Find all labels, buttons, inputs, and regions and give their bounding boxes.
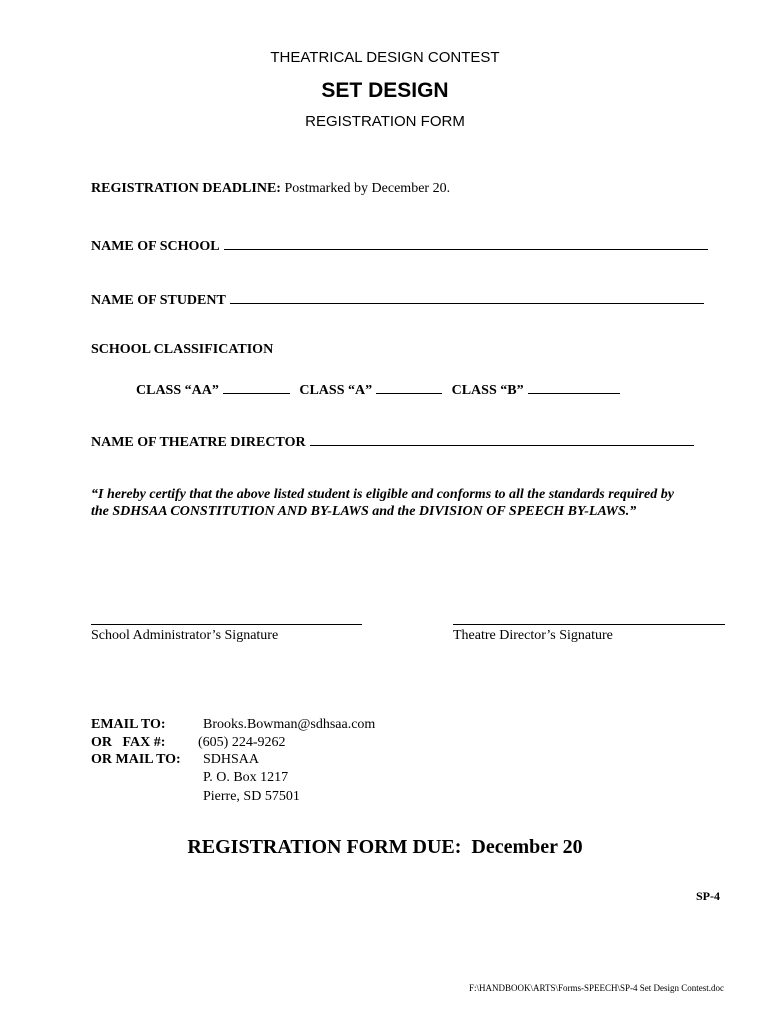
- director-signature-line[interactable]: [453, 624, 725, 625]
- form-code: SP-4: [696, 889, 720, 903]
- director-name-label: NAME OF THEATRE DIRECTOR: [91, 435, 306, 450]
- class-a-line[interactable]: [376, 379, 442, 394]
- class-a-label: CLASS “A”: [299, 383, 373, 398]
- email-address[interactable]: Brooks.Bowman@sdhsaa.com: [203, 717, 376, 732]
- class-aa-label: CLASS “AA”: [136, 383, 219, 398]
- footer-file-path: F:\HANDBOOK\ARTS\Forms-SPEECH\SP-4 Set Design Contest.doc: [469, 983, 724, 993]
- mail-city: Pierre, SD 57501: [203, 789, 300, 804]
- certification-line-1: “I hereby certify that the above listed student is eligible and conforms to all the standards required by: [91, 487, 674, 502]
- form-subtitle: REGISTRATION FORM: [305, 113, 465, 130]
- mail-name: SDHSAA: [203, 752, 260, 767]
- class-b-label: CLASS “B”: [451, 383, 524, 398]
- director-name-line[interactable]: [310, 431, 694, 446]
- fax-label: OR FAX #:: [91, 735, 166, 750]
- school-name-line[interactable]: [224, 235, 708, 250]
- mail-box: P. O. Box 1217: [203, 770, 289, 785]
- director-signature-label: Theatre Director’s Signature: [453, 628, 613, 643]
- deadline-label: REGISTRATION DEADLINE:: [91, 181, 281, 196]
- student-name-label: NAME OF STUDENT: [91, 293, 226, 308]
- deadline-text: Postmarked by December 20.: [284, 181, 451, 196]
- student-name-line[interactable]: [230, 289, 704, 304]
- form-title: SET DESIGN: [321, 79, 449, 102]
- due-date-banner: REGISTRATION FORM DUE: December 20: [187, 836, 583, 858]
- director-name-field[interactable]: [91, 431, 694, 451]
- mail-label: OR MAIL TO:: [91, 752, 181, 767]
- school-name-field[interactable]: [91, 235, 708, 255]
- class-b-line[interactable]: [528, 379, 620, 394]
- admin-signature-label: School Administrator’s Signature: [91, 628, 279, 643]
- classification-options: [136, 379, 620, 399]
- email-label: EMAIL TO:: [91, 717, 166, 732]
- certification-line-2: the SDHSAA CONSTITUTION AND BY-LAWS and the DIVISION OF SPEECH BY-LAWS.”: [91, 504, 637, 519]
- contest-title: THEATRICAL DESIGN CONTEST: [270, 49, 500, 66]
- class-aa-line[interactable]: [223, 379, 290, 394]
- classification-heading: SCHOOL CLASSIFICATION: [91, 342, 274, 357]
- registration-deadline: [91, 181, 450, 197]
- student-name-field[interactable]: [91, 289, 704, 309]
- admin-signature-line[interactable]: [91, 624, 362, 625]
- school-name-label: NAME OF SCHOOL: [91, 239, 220, 254]
- fax-number: (605) 224-9262: [198, 735, 286, 750]
